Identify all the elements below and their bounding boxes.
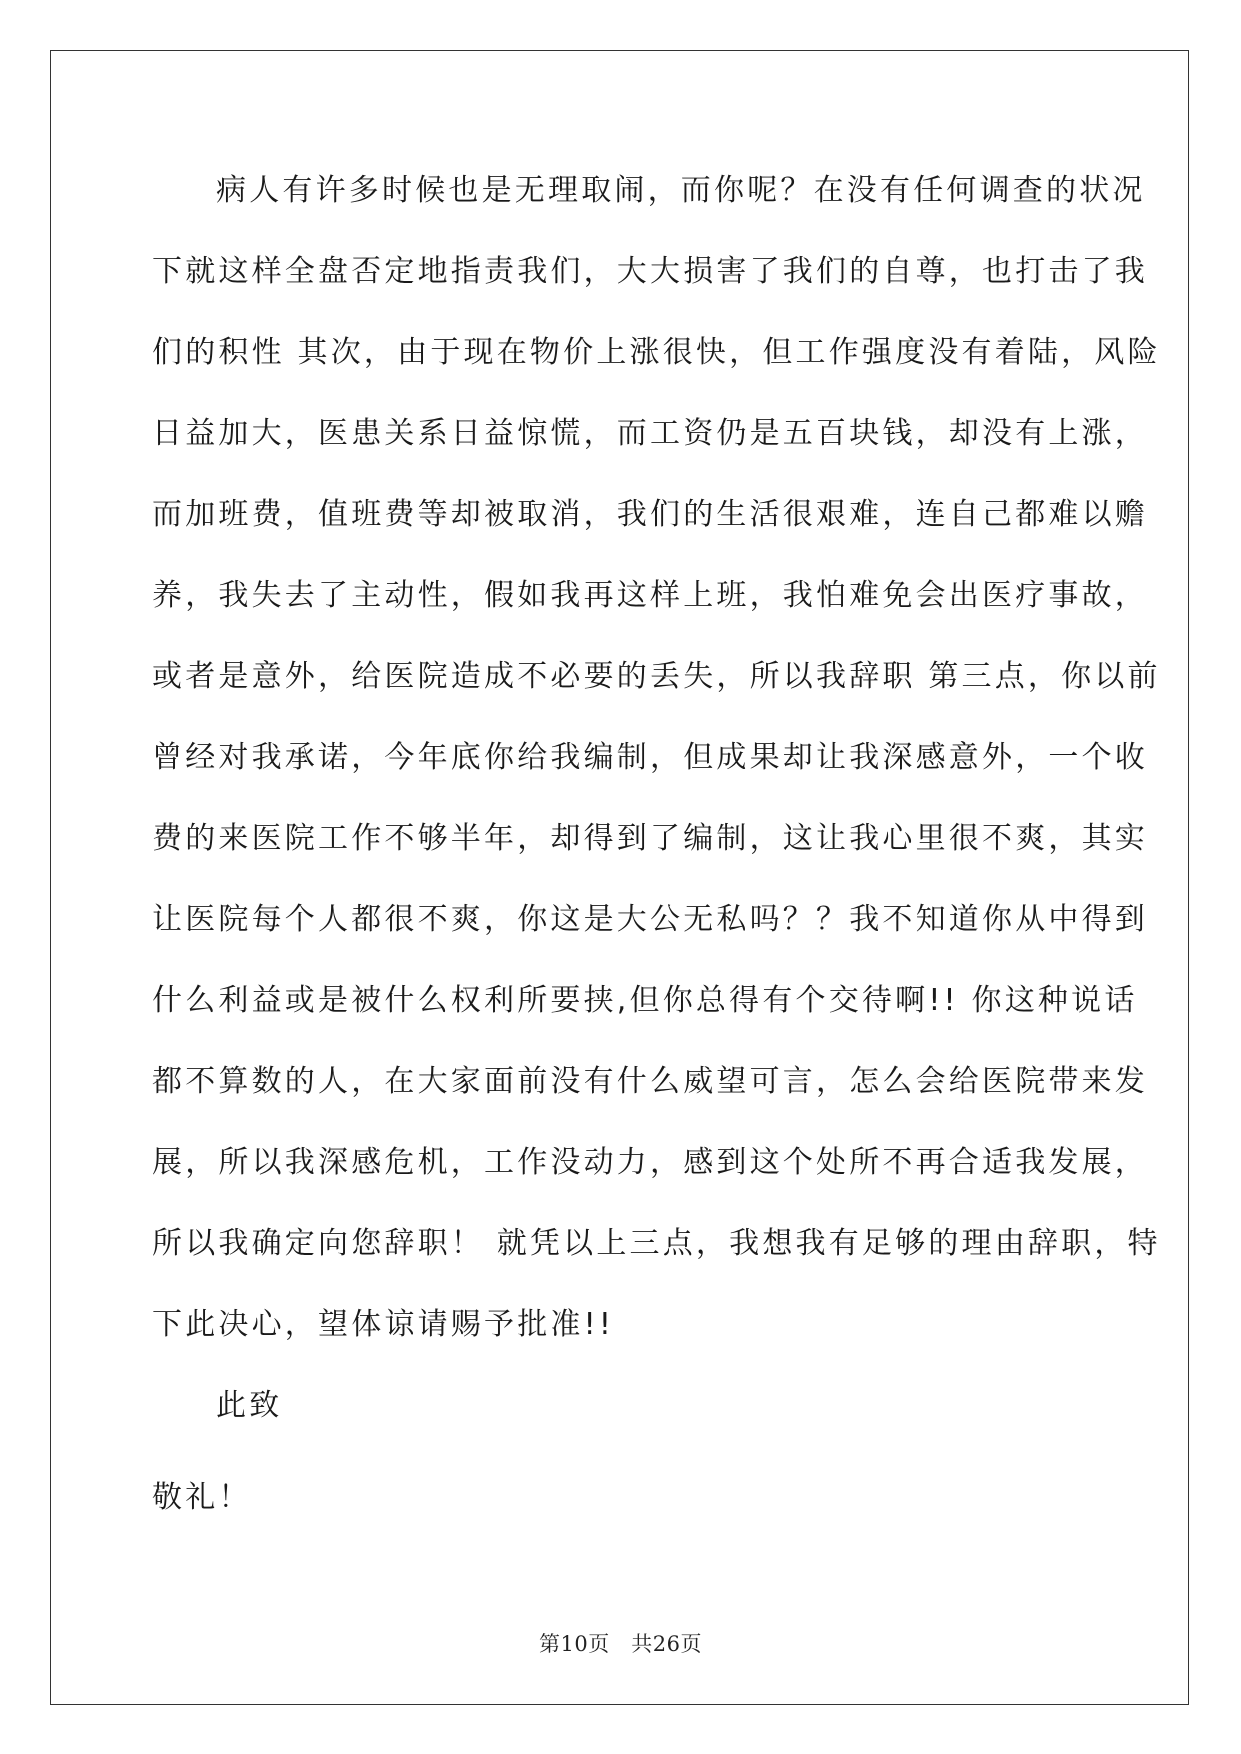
closing-text: 此致 bbox=[216, 1388, 283, 1423]
salutation-text: 敬礼！ bbox=[152, 1480, 252, 1515]
body-line: 什么利益或是被什么权利所要挟,但你总得有个交待啊!! 你这种说话 bbox=[152, 983, 1138, 1018]
body-line: 所以我确定向您辞职！ 就凭以上三点，我想我有足够的理由辞职，特 bbox=[152, 1226, 1161, 1261]
body-line: 曾经对我承诺，今年底你给我编制，但成果却让我深感意外，一个收 bbox=[152, 740, 1148, 775]
body-line: 都不算数的人，在大家面前没有什么威望可言，怎么会给医院带来发 bbox=[152, 1064, 1148, 1099]
body-line: 而加班费，值班费等却被取消，我们的生活很艰难，连自己都难以赡 bbox=[152, 497, 1148, 532]
letter-body bbox=[152, 162, 1161, 1377]
body-line: 病人有许多时候也是无理取闹，而你呢？在没有任何调查的状况 bbox=[216, 173, 1146, 208]
body-line: 下此决心，望体谅请赐予批准!! bbox=[152, 1307, 615, 1342]
body-line: 让医院每个人都很不爽，你这是大公无私吗？？我不知道你从中得到 bbox=[152, 902, 1148, 937]
body-line: 们的积性 其次，由于现在物价上涨很快，但工作强度没有着陆，风险 bbox=[152, 335, 1161, 370]
body-line: 或者是意外，给医院造成不必要的丢失，所以我辞职 第三点，你以前 bbox=[152, 659, 1161, 694]
body-line: 日益加大，医患关系日益惊慌，而工资仍是五百块钱，却没有上涨， bbox=[152, 416, 1148, 451]
page-number: 第10页 共26页 bbox=[539, 1632, 702, 1656]
body-line: 养，我失去了主动性，假如我再这样上班，我怕难免会出医疗事故， bbox=[152, 578, 1148, 613]
body-line: 展，所以我深感危机，工作没动力，感到这个处所不再合适我发展， bbox=[152, 1145, 1148, 1180]
body-line: 费的来医院工作不够半年，却得到了编制，这让我心里很不爽，其实 bbox=[152, 821, 1148, 856]
body-line: 下就这样全盘否定地指责我们，大大损害了我们的自尊，也打击了我 bbox=[152, 254, 1148, 289]
